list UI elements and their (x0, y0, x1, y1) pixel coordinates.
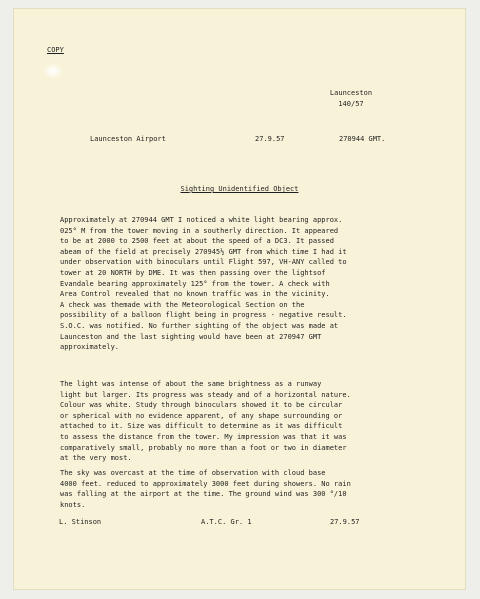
header-time: 270944 GMT. (339, 135, 386, 143)
paragraph-line: approximately. (60, 343, 120, 352)
reference-place: Launceston (329, 89, 373, 97)
reference-number: 140/57 (338, 100, 364, 108)
paragraph-line: A check was themade with the Meteorological Section on the (60, 300, 305, 309)
paragraph-line: to be at 2000 to 2500 feet at about the speed of a DC3. It passed (60, 237, 334, 246)
paragraph-weather (60, 468, 440, 510)
paragraph-line: Approximately at 270944 GMT I noticed a white light bearing approx. (60, 216, 343, 224)
paragraph-line: possibility of a balloon flight being in progress - negative result. (60, 311, 347, 320)
paragraph-description (60, 379, 440, 464)
paragraph-line: knots. (60, 500, 86, 509)
paragraph-line: Area Control revealed that no known traffic was in the vicinity. (60, 290, 330, 299)
paragraph-line: was falling at the airport at the time. The ground wind was 300 °/10 (60, 490, 347, 499)
document-title-wrap (13, 184, 466, 194)
paragraph-line: or spherical with no evidence apparent, of any shape surrounding or (60, 411, 343, 420)
paragraph-sighting (60, 215, 440, 353)
copy-label: COPY (47, 46, 64, 54)
document-page (13, 8, 466, 590)
paragraph-line: under observation with binoculars until Flight 597, VH-ANY called to (60, 258, 347, 267)
signature-date: 27.9.57 (330, 518, 360, 526)
paragraph-line: at the very most. (60, 454, 132, 463)
paragraph-line: to assess the distance from the tower. My impression was that it was (60, 432, 347, 441)
paragraph-line: S.O.C. was notified. No further sighting of the object was made at (60, 321, 339, 330)
signature-role: A.T.C. Gr. 1 (201, 518, 252, 526)
paragraph-line: abeam of the field at precisely 270945½ GMT from which time I had it (60, 247, 347, 256)
paragraph-line: Launceston and the last sighting would have been at 270947 GMT (60, 332, 322, 341)
paragraph-line: comparatively small, probably no more than a foot or two in diameter (60, 443, 347, 452)
paragraph-line: Evandale bearing approximately 125° from the tower. A check with (60, 279, 330, 288)
paragraph-line: attached to it. Size was difficult to determine as it was difficult (60, 422, 343, 431)
paragraph-line: light but larger. Its progress was steady and of a horizontal nature. (60, 390, 351, 399)
paragraph-line: tower at 20 NORTH by DME. It was then passing over the lightsof (60, 268, 326, 277)
paragraph-line: 025° M from the tower moving in a southerly direction. It appeared (60, 226, 339, 235)
paragraph-line: The sky was overcast at the time of observation with cloud base (60, 469, 326, 477)
paragraph-line: Colour was white. Study through binoculars showed it to be circular (60, 401, 343, 410)
paper-fold-mark (43, 64, 63, 78)
signature-name: L. Stinson (59, 518, 102, 526)
header-date: 27.9.57 (255, 135, 285, 143)
header-station: Launceston Airport (90, 135, 166, 143)
paragraph-line: 4000 feet. reduced to approximately 3000 feet during showers. No rain (60, 479, 351, 488)
reference-block (321, 88, 381, 110)
document-title: Sighting Unidentified Object (180, 185, 299, 193)
paragraph-line: The light was intense of about the same brightness as a runway (60, 380, 322, 388)
